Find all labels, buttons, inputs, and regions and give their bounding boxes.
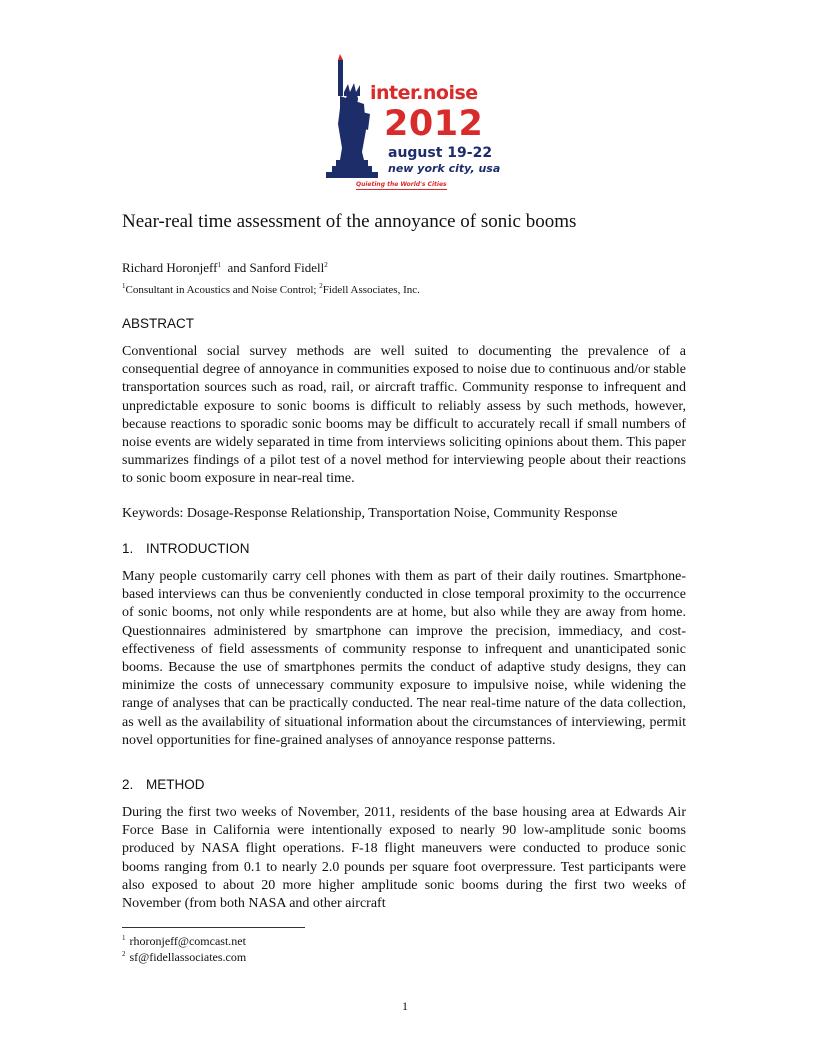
logo-location: new york city, usa xyxy=(388,162,501,175)
keywords: Keywords: Dosage-Response Relationship, Transportation Noise, Community Response xyxy=(122,506,618,521)
logo-year: 2012 xyxy=(384,104,484,144)
affiliation-mark: 2 xyxy=(319,282,323,290)
page-number: 1 xyxy=(402,999,408,1013)
logo-brand: inter.noise xyxy=(370,82,478,104)
footnote-2 xyxy=(122,950,246,965)
section-heading-introduction xyxy=(122,541,250,556)
author-conjunction: and xyxy=(227,260,247,275)
author-name: Sanford Fidell xyxy=(249,260,325,275)
section-title: INTRODUCTION xyxy=(146,541,250,556)
affiliation-line xyxy=(122,284,420,296)
footnote-mark: 1 xyxy=(122,934,126,942)
section-text-method: During the first two weeks of November, 2011, residents of the base housing area at Edwards Air Force Base in California were intentionally exposed to nearly 90 low-amplitude sonic booms produced by NASA flight operations. F-18 flight maneuvers were conducted to produce sonic booms ranging from 0.1 to nearly 2.0 pounds per square foot overpressure. Test participants were also exposed to about 20 more higher amplitude sonic booms during the first two weeks of November (from both NASA and other aircraft xyxy=(122,805,686,912)
section-text-introduction: Many people customarily carry cell phones with them as part of their daily routines. Smartphone-based interviews can thus be conveniently conducted in close temporal proximity to the occurrence of sonic booms, not only while respondents are at home, but also while they are away from home. Questionnaires administered by smartphone can improve the precision, immediacy, and cost-effectiveness of field assessments of community response to infrequent and unanticipated sonic booms. Because the use of smartphones permits the conduct of adaptive study designs, they can minimize the costs of unnecessary community exposure to impulsive noise, while widening the range of analyses that can be practically conducted. The near real-time nature of the data collection, as well as the availability of situational information about the circumstances of interviewing, permit novel opportunities for fine-grained analyses of annoyance response patterns. xyxy=(122,569,686,748)
section-title: METHOD xyxy=(146,777,205,792)
footnote-mark: 2 xyxy=(122,950,126,958)
author-name: Richard Horonjeff xyxy=(122,260,218,275)
paper-title: Near-real time assessment of the annoyance of sonic booms xyxy=(122,211,577,232)
footnote-email: sf@fidellassociates.com xyxy=(129,950,247,964)
footnote-email: rhoronjeff@comcast.net xyxy=(129,934,246,948)
author-line xyxy=(122,260,328,276)
logo-tagline: Quieting the World's Cities xyxy=(356,181,447,188)
affiliation-2: Fidell Associates, Inc. xyxy=(322,284,420,296)
author-mark: 1 xyxy=(217,261,221,269)
section-number: 1. xyxy=(122,541,134,556)
section-heading-method xyxy=(122,777,205,792)
abstract-heading: ABSTRACT xyxy=(122,316,195,331)
affiliation-mark: 1 xyxy=(122,282,126,290)
conference-logo xyxy=(318,52,501,192)
abstract-text: Conventional social survey methods are well suited to documenting the prevalence of a consequential degree of annoyance in communities exposed to noise due to continuous and/or stable transportation sources such as road, rail, or aircraft traffic. Community response to infrequent and unpredictable exposure to sonic booms is difficult to reliably assess by such methods, however, because reactions to sporadic sonic booms may be difficult to accurately recall if small numbers of noise events are widely separated in time from interviews soliciting opinions about them. This paper summarizes findings of a pilot test of a novel method for interviewing people about their reactions to sonic boom exposure in near-real time. xyxy=(122,344,686,487)
author-mark: 2 xyxy=(324,261,328,269)
affiliation-1: Consultant in Acoustics and Noise Control; xyxy=(125,284,317,296)
footnote-1 xyxy=(122,934,246,949)
footnote-divider xyxy=(122,927,305,928)
logo-dates: august 19-22 xyxy=(388,145,493,161)
section-number: 2. xyxy=(122,777,134,792)
